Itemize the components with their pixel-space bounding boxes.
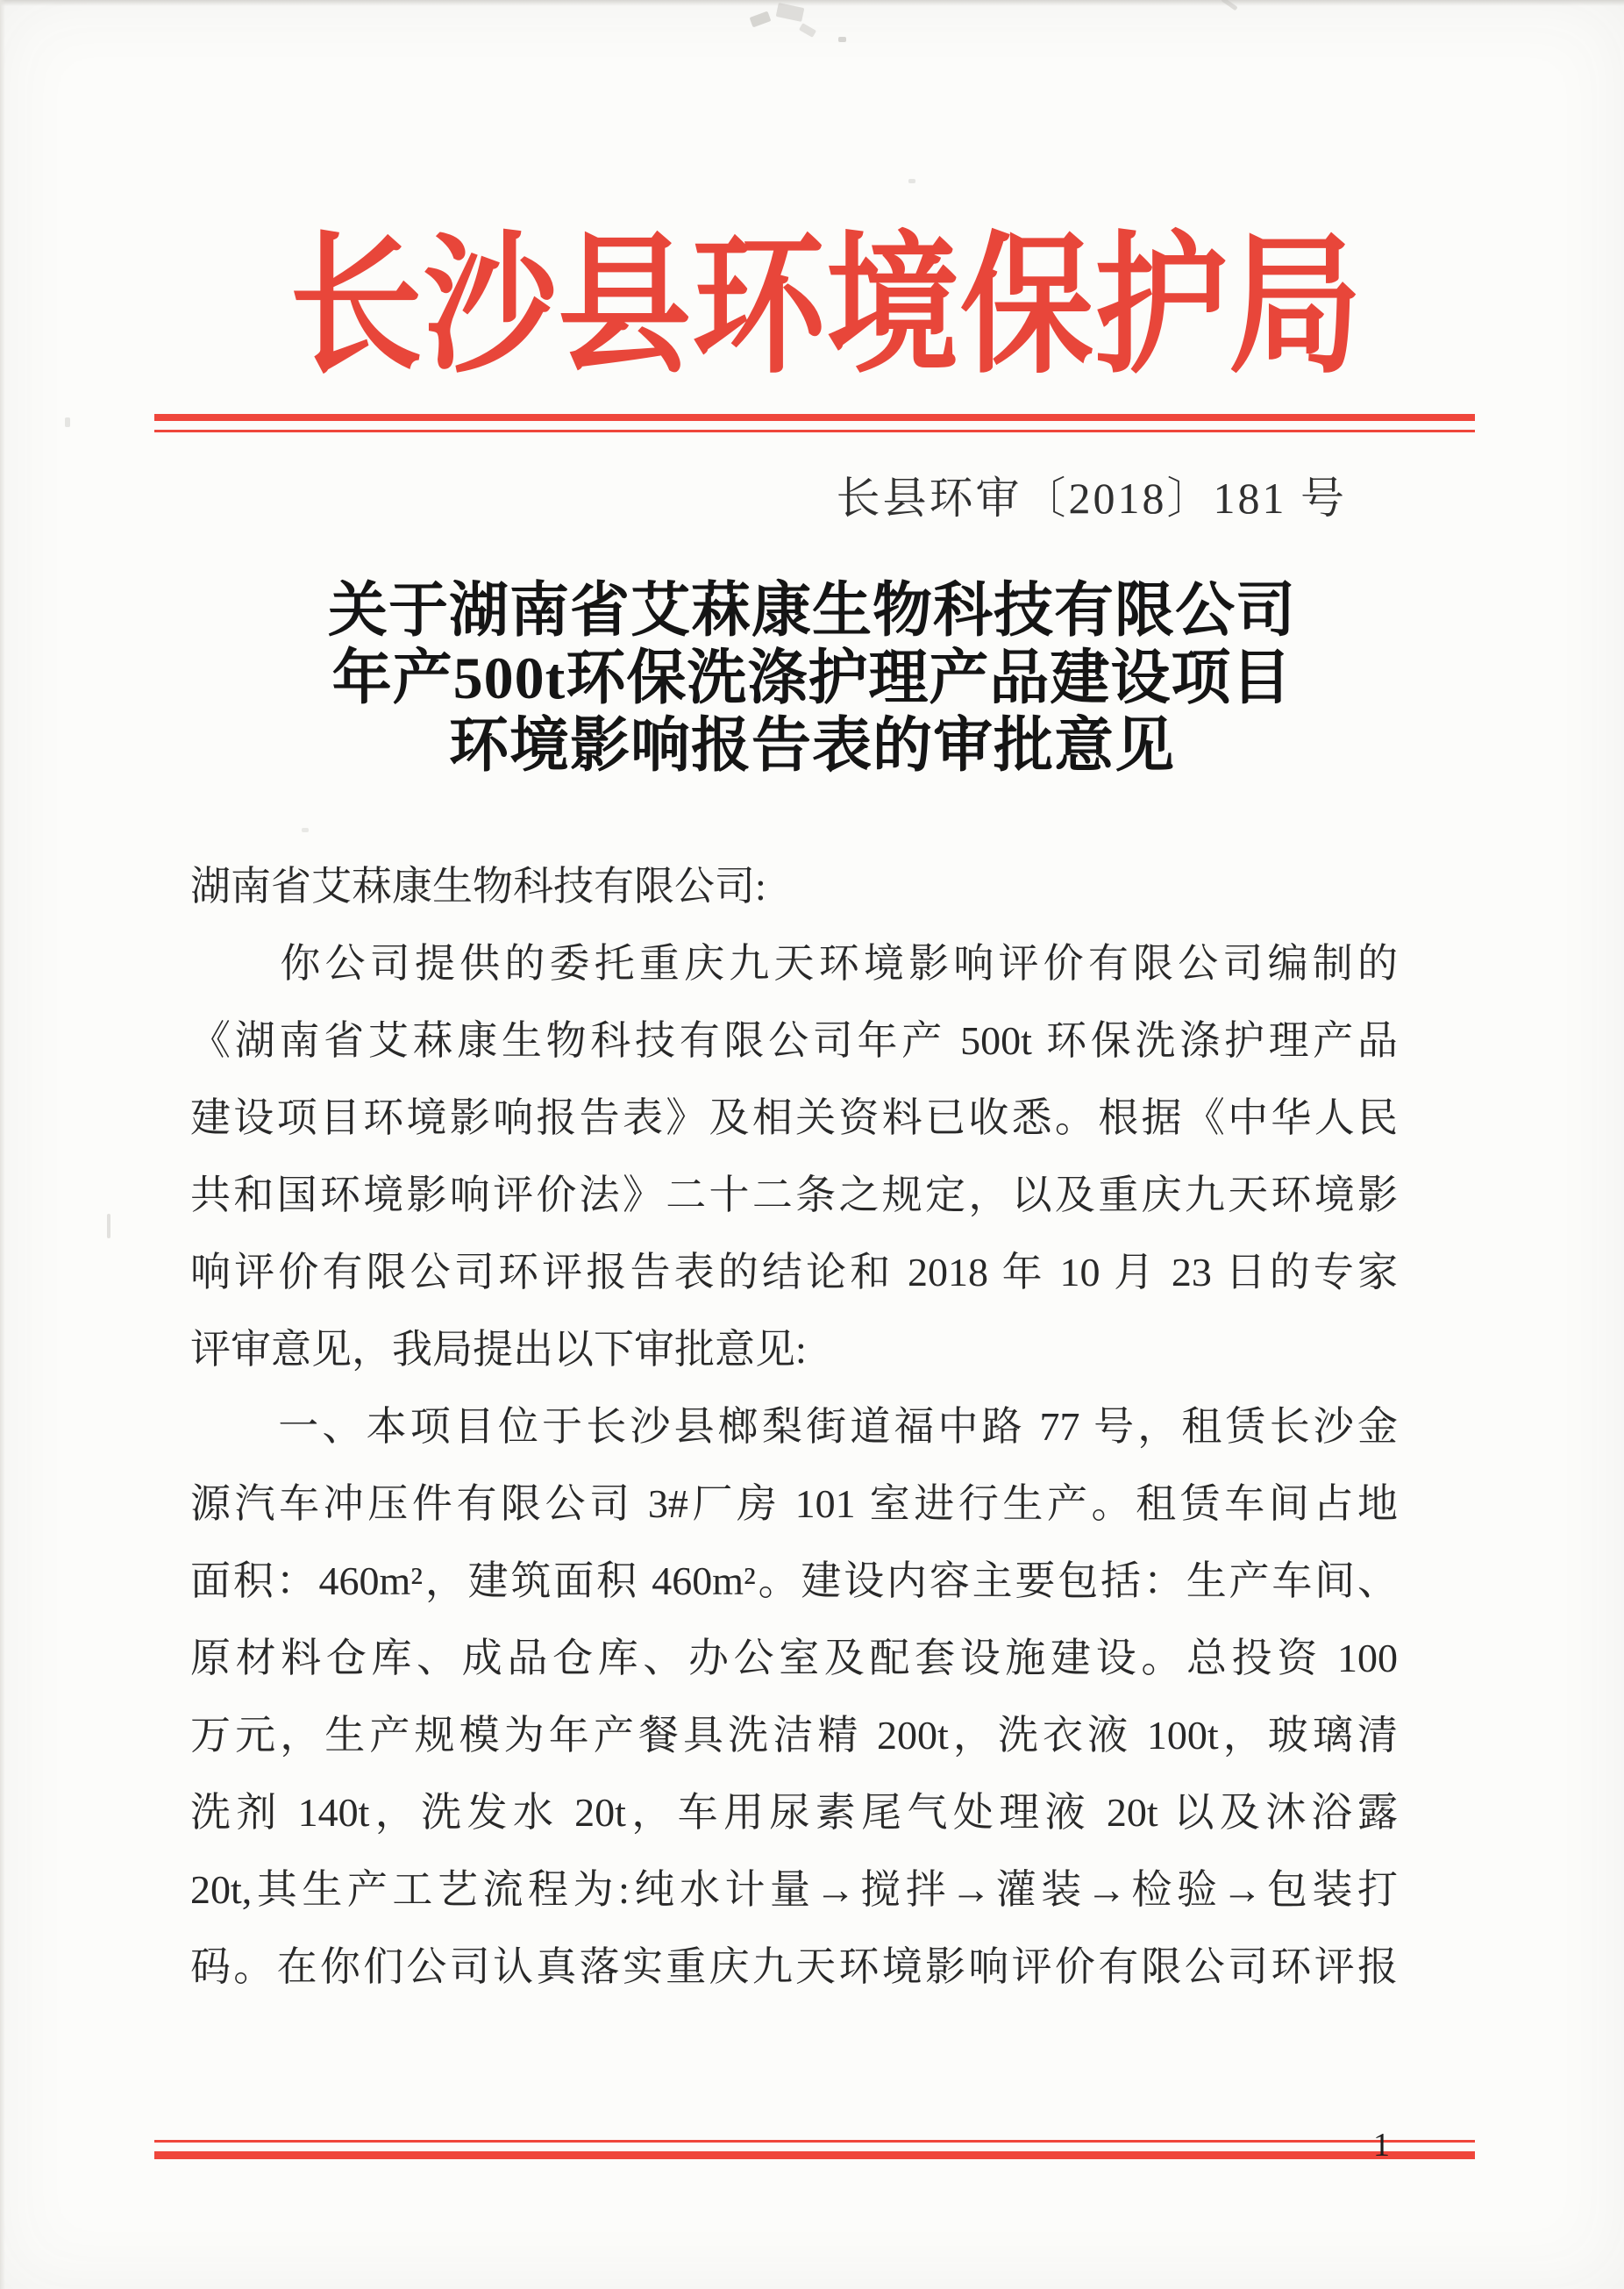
document-title-line-2: 年产500t环保洗涤护理产品建设项目 bbox=[331, 645, 1293, 711]
letterhead-rule-thin bbox=[154, 430, 1475, 432]
body-line: 《湖南省艾菻康生物科技有限公司年产 500t 环保洗涤护理产品 bbox=[190, 1018, 1398, 1063]
scan-speck bbox=[750, 11, 772, 28]
scan-edge-left bbox=[0, 0, 5, 2289]
body-line: 你公司提供的委托重庆九天环境影响评价有限公司编制的 bbox=[190, 941, 1398, 986]
scan-speck bbox=[799, 23, 816, 38]
body-line: 万元，生产规模为年产餐具洗洁精 200t，洗衣液 100t，玻璃清 bbox=[190, 1713, 1398, 1758]
body-line: 评审意见，我局提出以下审批意见: bbox=[190, 1327, 807, 1372]
body-line: 洗剂 140t，洗发水 20t，车用尿素尾气处理液 20t 以及沐浴露 bbox=[190, 1790, 1398, 1835]
footer-rule-thin bbox=[154, 2140, 1475, 2143]
scan-speck bbox=[302, 828, 309, 832]
letterhead-rule-thick bbox=[154, 414, 1475, 421]
body-line: 面积：460m²，建筑面积 460m²。建设内容主要包括：生产车间、 bbox=[190, 1558, 1398, 1603]
body-line: 20t,其生产工艺流程为:纯水计量→搅拌→灌装→检验→包装打 bbox=[190, 1867, 1398, 1912]
body-line: 源汽车冲压件有限公司 3#厂房 101 室进行生产。租赁车间占地 bbox=[190, 1481, 1398, 1526]
document-title-line-3: 环境影响报告表的审批意见 bbox=[448, 712, 1175, 779]
document-body bbox=[190, 848, 1398, 2006]
page-number: 1 bbox=[1373, 2127, 1390, 2164]
scan-edge-top bbox=[0, 0, 1624, 6]
body-line: 响评价有限公司环评报告表的结论和 2018 年 10 月 23 日的专家 bbox=[190, 1250, 1398, 1294]
scan-speck bbox=[65, 417, 70, 427]
body-line: 原材料仓库、成品仓库、办公室及配套设施建设。总投资 100 bbox=[190, 1636, 1398, 1680]
scan-speck bbox=[908, 179, 915, 183]
document-title-line-1: 关于湖南省艾菻康生物科技有限公司 bbox=[327, 577, 1296, 644]
body-line: 建设项目环境影响报告表》及相关资料已收悉。根据《中华人民 bbox=[190, 1095, 1398, 1140]
document-number: 长县环审〔2018〕181 号 bbox=[836, 474, 1347, 523]
footer-rule-thick bbox=[154, 2151, 1475, 2159]
body-line: 一、本项目位于长沙县榔梨街道福中路 77 号，租赁长沙金 bbox=[190, 1404, 1398, 1449]
document-title bbox=[0, 577, 1624, 780]
scan-speck bbox=[107, 1214, 110, 1238]
body-line: 码。在你们公司认真落实重庆九天环境影响评价有限公司环评报 bbox=[190, 1944, 1398, 1989]
salutation-line: 湖南省艾菻康生物科技有限公司: bbox=[190, 864, 766, 909]
scan-speck bbox=[838, 37, 846, 42]
bureau-letterhead-title: 长沙县环境保护局 bbox=[289, 223, 1363, 391]
body-line: 共和国环境影响评价法》二十二条之规定，以及重庆九天环境影 bbox=[190, 1173, 1398, 1217]
